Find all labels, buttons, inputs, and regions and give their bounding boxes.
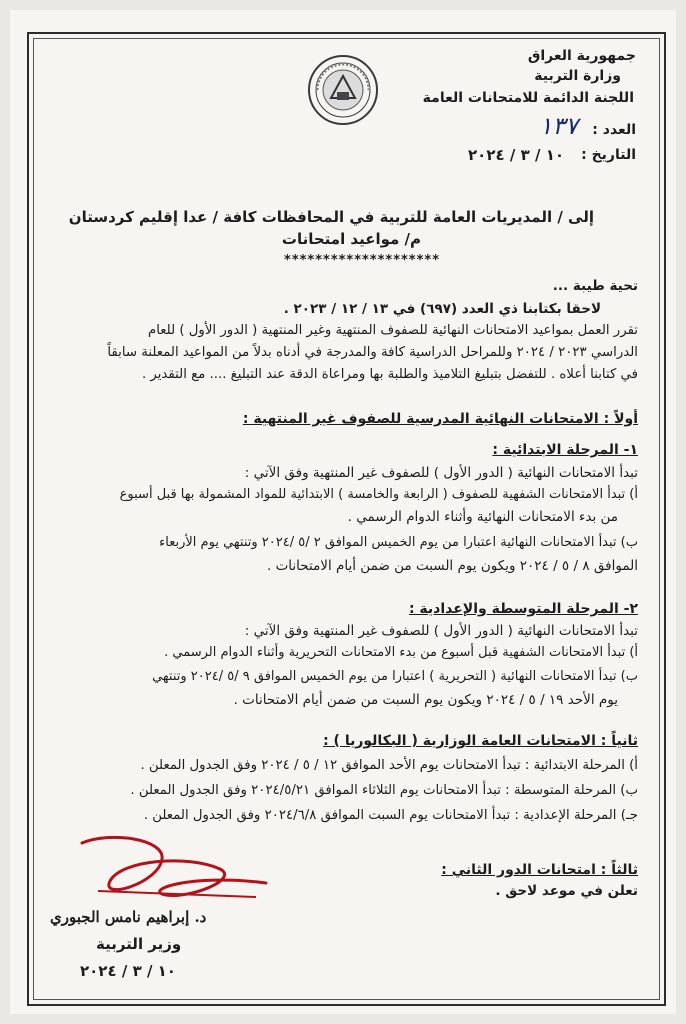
signature-scribble-icon	[70, 825, 280, 915]
section2-title: ثانياً : الامتحانات العامة الوزارية ( البكالوريا ) :	[323, 733, 638, 749]
primary-item-b-line1: ب) تبدأ الامتحانات النهائية اعتبارا من يوم الخميس الموافق ٢ /٥ /٢٠٢٤ وتنتهي يوم الأربعاء	[159, 535, 638, 550]
greeting: تحية طيبة ...	[552, 278, 638, 294]
header-date-label: التاريخ :	[581, 147, 636, 163]
addressee-line: إلى / المديريات العامة للتربية في المحافظات كافة / عدا إقليم كردستان	[68, 208, 594, 226]
secondary-item-b-line2: يوم الأحد ١٩ / ٥ / ٢٠٢٤ ويكون يوم السبت من ضمن أيام الامتحانات .	[233, 692, 618, 708]
paragraph-line-2: الدراسي ٢٠٢٣ / ٢٠٢٤ وللمراحل الدراسية كافة والمدرجة في أدناه بدلاً من المواعيد المعلنة سابقاً	[107, 345, 638, 360]
header-country: جمهورية العراق	[527, 48, 636, 64]
section2-item-c: جـ) المرحلة الإعدادية : تبدأ الامتحانات يوم السبت الموافق ٢٠٢٤/٦/٨ وفق الجدول المعلن .	[143, 808, 638, 823]
primary-intro: تبدأ الامتحانات النهائية ( الدور الأول ) للصفوف غير المنتهية وفق الآتي :	[244, 465, 638, 481]
section3-text: تعلن في موعد لاحق .	[495, 883, 638, 899]
separator-stars: ********************	[284, 253, 440, 268]
signatory-role: وزير التربية	[96, 935, 182, 953]
header-number-value: ١٣٧	[539, 112, 578, 140]
primary-item-b-line2: الموافق ٨ / ٥ / ٢٠٢٤ ويكون يوم السبت من ضمن أيام الامتحانات .	[267, 558, 638, 574]
signature-date: ١٠ / ٣ / ٢٠٢٤	[80, 962, 176, 980]
document-page	[10, 10, 676, 1014]
reference-line: لاحقا بكتابنا ذي العدد (٦٩٧) في ١٣ / ١٢ / ٢٠٢٣ .	[283, 301, 601, 317]
paragraph-line-3: في كتابنا أعلاه . للتفضل بتبليغ التلاميذ والطلبة بها ومراعاة الدقة عند التبليغ .... مع التقدير .	[141, 367, 638, 382]
section2-item-a: أ) المرحلة الابتدائية : تبدأ الامتحانات يوم الأحد الموافق ١٢ / ٥ / ٢٠٢٤ وفق الجدول المعلن .	[140, 758, 638, 773]
header-number-label: العدد :	[592, 122, 636, 138]
secondary-stage-title: ٢- المرحلة المتوسطة والإعدادية :	[408, 601, 638, 617]
section3-title: ثالثاً : امتحانات الدور الثاني :	[441, 862, 638, 878]
section2-item-b: ب) المرحلة المتوسطة : تبدأ الامتحانات يوم الثلاثاء الموافق ٢٠٢٤/٥/٢١ وفق الجدول المعلن .	[130, 783, 638, 798]
ministry-seal-icon	[307, 54, 379, 126]
paragraph-line-1: تقرر العمل بمواعيد الامتحانات النهائية للصفوف المنتهية وغير المنتهية ( الدور الأول ) للعام	[147, 323, 638, 338]
secondary-intro: تبدأ الامتحانات النهائية ( الدور الأول ) للصفوف غير المنتهية وفق الآتي :	[244, 623, 638, 639]
section1-title: أولاً : الامتحانات النهائية المدرسية للصفوف غير المنتهية :	[242, 411, 638, 427]
primary-item-a-line2: من بدء الامتحانات النهائية وأثناء الدوام الرسمي .	[347, 509, 618, 525]
primary-item-a-line1: أ) تبدأ الامتحانات الشفهية للصفوف ( الرابعة والخامسة ) الابتدائية للمواد المشمولة بها قبل أسبوع	[119, 487, 638, 502]
header-committee: اللجنة الدائمة للامتحانات العامة	[422, 90, 634, 106]
header-date-value: ١٠ / ٣ / ٢٠٢٤	[468, 146, 564, 164]
header-ministry: وزارة التربية	[534, 68, 621, 84]
subject-line: م/ مواعيد امتحانات	[281, 230, 421, 248]
signatory-name: د. إبراهيم نامس الجبوري	[50, 908, 207, 926]
secondary-item-b-line1: ب) تبدأ الامتحانات النهائية ( التحريرية ) اعتبارا من يوم الخميس الموافق ٩ /٥ /٢٠٢٤ وتنتهي	[152, 669, 638, 684]
primary-stage-title: ١- المرحلة الابتدائية :	[492, 442, 638, 458]
secondary-item-a: أ) تبدأ الامتحانات الشفهية قبل أسبوع من بدء الامتحانات التحريرية وأثناء الدوام الرسمي .	[164, 645, 638, 660]
